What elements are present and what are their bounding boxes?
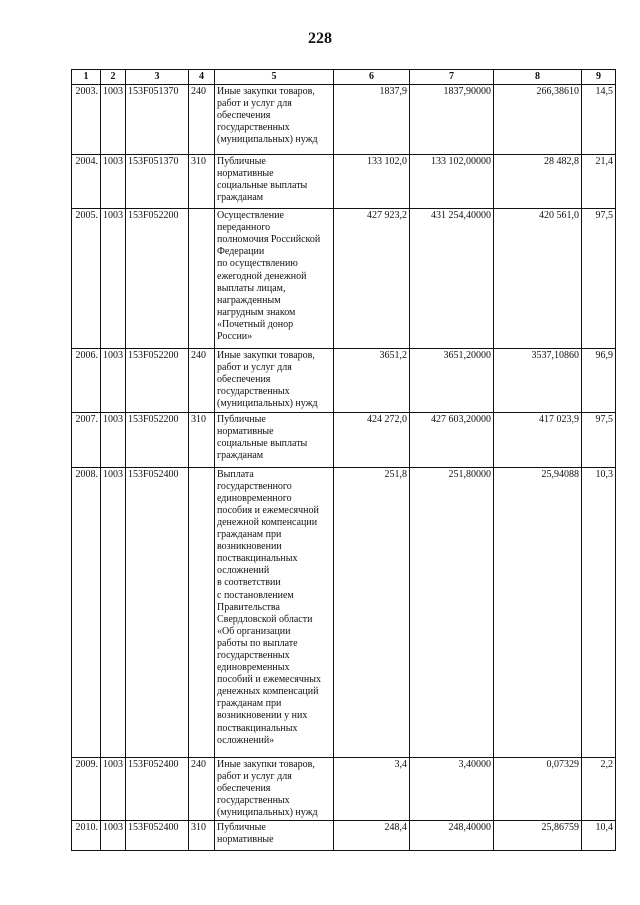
item-name-line: гражданам при <box>217 698 282 710</box>
item-name-line: работ и услуг для <box>217 362 292 374</box>
section-code: 1003 <box>101 412 126 467</box>
item-name-line: гражданам <box>217 192 264 204</box>
execution-percent: 97,5 <box>582 209 616 349</box>
item-name-line: Публичные <box>217 822 266 834</box>
executed-amount: 25,94088 <box>494 467 582 757</box>
table-row <box>72 467 616 757</box>
row-number: 2010. <box>72 821 101 851</box>
item-name-line: по осуществлению <box>217 258 298 270</box>
item-name-line: полномочия Российской <box>217 234 321 246</box>
approved-amount: 3651,2 <box>334 349 410 412</box>
executed-amount: 417 023,9 <box>494 412 582 467</box>
executed-amount: 266,38610 <box>494 85 582 155</box>
item-name-line: денежной компенсации <box>217 516 318 528</box>
refined-amount: 427 603,20000 <box>410 412 494 467</box>
section-code: 1003 <box>101 467 126 757</box>
approved-amount: 248,4 <box>334 821 410 851</box>
section-code: 1003 <box>101 757 126 820</box>
item-name <box>215 155 334 209</box>
item-name-line: государственных <box>217 649 290 661</box>
item-name-line: Свердловской области <box>217 613 313 625</box>
expense-type: 310 <box>189 821 215 851</box>
item-name-line: социальные выплаты <box>217 437 308 449</box>
item-name-line: с постановлением <box>217 589 294 601</box>
item-name-line: социальные выплаты <box>217 180 308 192</box>
table-row <box>72 757 616 820</box>
section-code: 1003 <box>101 85 126 155</box>
target-code: 153F052400 <box>126 821 189 851</box>
item-name-line: пособий и ежемесячных <box>217 674 321 686</box>
execution-percent: 2,2 <box>582 757 616 820</box>
item-name-line: Иные закупки товаров, <box>217 350 315 362</box>
item-name-line: (муниципальных) нужд <box>217 806 318 818</box>
budget-table <box>71 69 616 851</box>
execution-percent: 96,9 <box>582 349 616 412</box>
section-code: 1003 <box>101 349 126 412</box>
execution-percent: 10,3 <box>582 467 616 757</box>
item-name-line: обеспечения <box>217 110 271 122</box>
item-name-line: возникновении у них <box>217 710 308 722</box>
item-name-line: Публичные <box>217 413 266 425</box>
item-name-line: денежных компенсаций <box>217 686 319 698</box>
section-code: 1003 <box>101 209 126 349</box>
header-cell-3: 3 <box>126 70 189 85</box>
item-name-line: выплаты лицам, <box>217 282 286 294</box>
refined-amount: 1837,90000 <box>410 85 494 155</box>
item-name-line: работ и услуг для <box>217 98 292 110</box>
item-name-line: осложнений» <box>217 734 275 746</box>
item-name <box>215 757 334 820</box>
item-name-line: Выплата <box>217 468 254 480</box>
row-number: 2006. <box>72 349 101 412</box>
target-code: 153F051370 <box>126 85 189 155</box>
item-name-line: поствакцинальных <box>217 553 298 565</box>
expense-type: 310 <box>189 412 215 467</box>
table-row <box>72 155 616 209</box>
item-name-line: в соответствии <box>217 577 281 589</box>
item-name-line: Публичные <box>217 156 266 168</box>
expense-type: 310 <box>189 155 215 209</box>
page-number: 228 <box>308 30 332 47</box>
executed-amount: 25,86759 <box>494 821 582 851</box>
item-name <box>215 467 334 757</box>
item-name-line: обеспечения <box>217 782 271 794</box>
item-name-line: государственных <box>217 794 290 806</box>
item-name-line: ежегодной денежной <box>217 270 307 282</box>
item-name-line: поствакцинальных <box>217 722 298 734</box>
header-cell-4: 4 <box>189 70 215 85</box>
item-name-line: «Почетный донор <box>217 318 294 330</box>
target-code: 153F052400 <box>126 467 189 757</box>
execution-percent: 14,5 <box>582 85 616 155</box>
section-code: 1003 <box>101 821 126 851</box>
item-name-line: единовременного <box>217 492 292 504</box>
row-number: 2005. <box>72 209 101 349</box>
item-name-line: награжденным <box>217 294 281 306</box>
item-name-line: Иные закупки товаров, <box>217 86 315 98</box>
approved-amount: 251,8 <box>334 467 410 757</box>
item-name-line: (муниципальных) нужд <box>217 398 318 410</box>
row-number: 2008. <box>72 467 101 757</box>
item-name-line: нормативные <box>217 168 274 180</box>
item-name <box>215 85 334 155</box>
target-code: 153F052200 <box>126 412 189 467</box>
executed-amount: 420 561,0 <box>494 209 582 349</box>
target-code: 153F052200 <box>126 349 189 412</box>
expense-type: 240 <box>189 85 215 155</box>
execution-percent: 21,4 <box>582 155 616 209</box>
table-row <box>72 209 616 349</box>
header-cell-2: 2 <box>101 70 126 85</box>
table-row <box>72 349 616 412</box>
item-name <box>215 349 334 412</box>
item-name-line: осложнений <box>217 565 270 577</box>
item-name-line: России» <box>217 331 253 343</box>
refined-amount: 133 102,00000 <box>410 155 494 209</box>
expense-type <box>189 209 215 349</box>
refined-amount: 3651,20000 <box>410 349 494 412</box>
item-name-line: нормативные <box>217 425 274 437</box>
item-name-line: государственного <box>217 480 292 492</box>
item-name-line: работы по выплате <box>217 637 298 649</box>
approved-amount: 3,4 <box>334 757 410 820</box>
approved-amount: 427 923,2 <box>334 209 410 349</box>
header-cell-9: 9 <box>582 70 616 85</box>
executed-amount: 3537,10860 <box>494 349 582 412</box>
item-name-line: переданного <box>217 222 271 234</box>
target-code: 153F052200 <box>126 209 189 349</box>
row-number: 2009. <box>72 757 101 820</box>
item-name-line: Федерации <box>217 246 265 258</box>
target-code: 153F052400 <box>126 757 189 820</box>
expense-type <box>189 467 215 757</box>
executed-amount: 28 482,8 <box>494 155 582 209</box>
item-name-line: государственных <box>217 122 290 134</box>
table-row <box>72 412 616 467</box>
header-cell-1: 1 <box>72 70 101 85</box>
refined-amount: 251,80000 <box>410 467 494 757</box>
item-name <box>215 412 334 467</box>
item-name-line: Иные закупки товаров, <box>217 758 315 770</box>
item-name-line: государственных <box>217 386 290 398</box>
table-row <box>72 821 616 851</box>
item-name <box>215 821 334 851</box>
header-cell-8: 8 <box>494 70 582 85</box>
execution-percent: 10,4 <box>582 821 616 851</box>
item-name-line: (муниципальных) нужд <box>217 134 318 146</box>
item-name-line: Правительства <box>217 601 280 613</box>
table-row <box>72 85 616 155</box>
approved-amount: 133 102,0 <box>334 155 410 209</box>
header-row <box>72 70 616 85</box>
target-code: 153F051370 <box>126 155 189 209</box>
item-name-line: нагрудным знаком <box>217 306 296 318</box>
refined-amount: 431 254,40000 <box>410 209 494 349</box>
row-number: 2003. <box>72 85 101 155</box>
item-name-line: Осуществление <box>217 210 284 222</box>
item-name-line: «Об организации <box>217 625 291 637</box>
item-name-line: единовременных <box>217 662 290 674</box>
refined-amount: 248,40000 <box>410 821 494 851</box>
expense-type: 240 <box>189 349 215 412</box>
header-cell-6: 6 <box>334 70 410 85</box>
executed-amount: 0,07329 <box>494 757 582 820</box>
item-name-line: нормативные <box>217 834 274 846</box>
refined-amount: 3,40000 <box>410 757 494 820</box>
item-name <box>215 209 334 349</box>
item-name-line: возникновении <box>217 541 282 553</box>
item-name-line: обеспечения <box>217 374 271 386</box>
table-body <box>72 85 616 851</box>
header-cell-7: 7 <box>410 70 494 85</box>
item-name-line: работ и услуг для <box>217 770 292 782</box>
header-cell-5: 5 <box>215 70 334 85</box>
approved-amount: 424 272,0 <box>334 412 410 467</box>
row-number: 2004. <box>72 155 101 209</box>
expense-type: 240 <box>189 757 215 820</box>
section-code: 1003 <box>101 155 126 209</box>
item-name-line: гражданам при <box>217 529 282 541</box>
table-header <box>72 70 616 85</box>
execution-percent: 97,5 <box>582 412 616 467</box>
approved-amount: 1837,9 <box>334 85 410 155</box>
row-number: 2007. <box>72 412 101 467</box>
item-name-line: гражданам <box>217 449 264 461</box>
item-name-line: пособия и ежемесячной <box>217 504 319 516</box>
